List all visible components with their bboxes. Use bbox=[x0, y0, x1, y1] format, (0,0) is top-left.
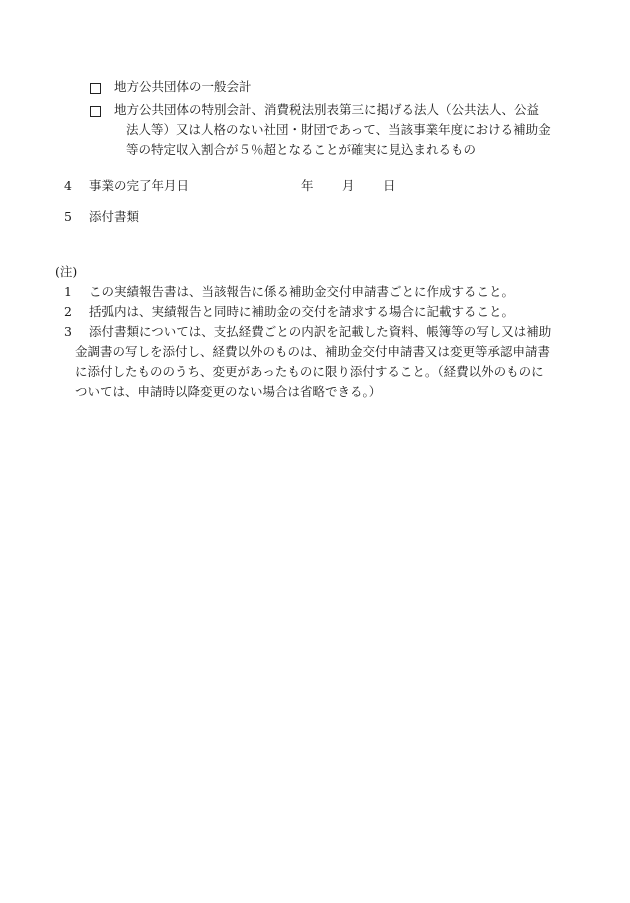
note1-text: この実績報告書は、当該報告に係る補助金交付申請書ごとに作成すること。 bbox=[89, 284, 515, 299]
option-special-account-text-line1: 地方公共団体の特別会計、消費税法別表第三に掲げる法人（公共法人、公益 bbox=[114, 102, 540, 117]
item4-day-label: 日 bbox=[383, 178, 396, 193]
checkbox-special-account[interactable] bbox=[90, 106, 101, 117]
item5-label: 添付書類 bbox=[89, 209, 140, 224]
item4-label: 事業の完了年月日 bbox=[89, 178, 190, 193]
note3-text-line2: 金調書の写しを添付し、経費以外のものは、補助金交付申請書又は変更等承認申請書 bbox=[75, 344, 551, 359]
item5-number: 5 bbox=[64, 209, 72, 224]
option-special-account-text-line3: 等の特定収入割合が５％超となることが確実に見込まれるもの bbox=[126, 142, 477, 157]
note2-number: 2 bbox=[64, 304, 72, 319]
item4-year-label: 年 bbox=[301, 178, 314, 193]
option-general-account-text: 地方公共団体の一般会計 bbox=[114, 79, 252, 94]
note1-number: 1 bbox=[64, 284, 72, 299]
note3-number: 3 bbox=[64, 324, 72, 339]
note3-text-line1: 添付書類については、支払経費ごとの内訳を記載した資料、帳簿等の写し又は補助 bbox=[89, 324, 552, 339]
note3-text-line4: ついては、申請時以降変更のない場合は省略できる。） bbox=[75, 384, 382, 399]
notes-heading: (注) bbox=[55, 264, 78, 279]
item4-month-label: 月 bbox=[342, 178, 355, 193]
note3-text-line3: に添付したもののうち、変更があったものに限り添付すること。（経費以外のものに bbox=[75, 364, 544, 379]
option-special-account-text-line2: 法人等）又は人格のない社団・財団であって、当該事業年度における補助金 bbox=[126, 122, 551, 137]
note2-text: 括弧内は、実績報告と同時に補助金の交付を請求する場合に記載すること。 bbox=[89, 304, 515, 319]
item4-number: 4 bbox=[64, 178, 72, 193]
checkbox-general-account[interactable] bbox=[90, 83, 101, 94]
